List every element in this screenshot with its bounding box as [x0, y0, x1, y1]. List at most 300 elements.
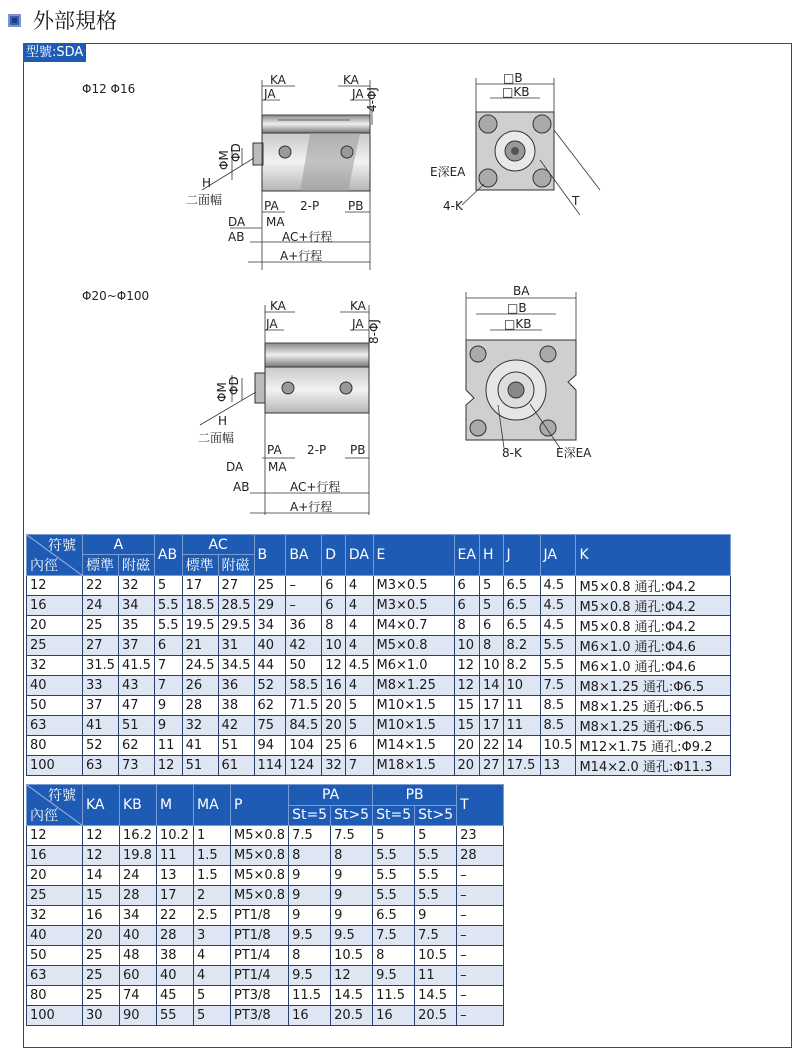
table-cell: 58.5	[286, 676, 322, 696]
label-a-2: A+行程	[290, 500, 333, 514]
table-cell: 25	[83, 986, 120, 1006]
table-cell: 80	[27, 986, 83, 1006]
table-cell: 10	[503, 676, 540, 696]
label-d-1: ΦD	[229, 143, 243, 162]
table-cell: M10×1.5	[373, 696, 454, 716]
table-cell: 27	[479, 756, 503, 776]
table-cell: M3×0.5	[373, 596, 454, 616]
label-b-2: □B	[507, 301, 527, 315]
table-cell: 28.5	[218, 596, 254, 616]
table-cell: 34	[120, 906, 157, 926]
table-cell: 40	[157, 966, 194, 986]
table-cell: 17.5	[503, 756, 540, 776]
table-cell: 37	[118, 636, 154, 656]
th-ma: MA	[194, 785, 231, 826]
table-cell: 21	[182, 636, 218, 656]
table-cell: 9	[289, 906, 331, 926]
drawing-small-side-view	[82, 73, 379, 270]
table-cell: 52	[83, 736, 119, 756]
table-cell: 5	[415, 826, 457, 846]
table-cell: M6×1.0	[373, 656, 454, 676]
group2-label: Φ20~Φ100	[82, 289, 150, 303]
table-cell: 12	[154, 756, 182, 776]
table-cell: 12	[454, 656, 479, 676]
table-cell: 28	[120, 886, 157, 906]
table-row	[27, 946, 504, 966]
label-kb-2: □KB	[504, 317, 532, 331]
table-cell: 30	[83, 1006, 120, 1026]
table-cell: 51	[182, 756, 218, 776]
table-cell: 90	[120, 1006, 157, 1026]
table-cell: 50	[286, 656, 322, 676]
table-cell: 9	[289, 886, 331, 906]
table-cell: 62	[118, 736, 154, 756]
table-cell: 5.5	[154, 616, 182, 636]
table-cell: M3×0.5	[373, 576, 454, 596]
table-row	[27, 986, 504, 1006]
th-ja: JA	[540, 535, 576, 576]
table-cell: 4	[345, 596, 373, 616]
table-cell: 51	[218, 736, 254, 756]
table-cell: 7.5	[373, 926, 415, 946]
table-cell: 5	[194, 986, 231, 1006]
table-cell: 73	[118, 756, 154, 776]
table-cell: 31	[218, 636, 254, 656]
table-cell: 34	[118, 596, 154, 616]
label-d-2: ΦD	[227, 376, 241, 395]
th-kb: KB	[120, 785, 157, 826]
table-cell: 25	[83, 946, 120, 966]
table-row	[27, 656, 731, 676]
th-ba: BA	[286, 535, 322, 576]
table-cell: 26	[182, 676, 218, 696]
label-da-2: DA	[226, 460, 244, 474]
th-h: H	[479, 535, 503, 576]
table-cell: –	[457, 906, 504, 926]
table-cell: 74	[120, 986, 157, 1006]
th-a-magnet: 附磁	[118, 555, 154, 576]
table-cell: M5×0.8	[231, 866, 289, 886]
spec-table-2	[26, 784, 504, 1026]
table-cell: 40	[27, 676, 83, 696]
table-cell: 9.5	[289, 926, 331, 946]
table-cell: 7	[154, 676, 182, 696]
table2-corner-bottom: 內徑	[30, 808, 58, 824]
table-cell: 47	[118, 696, 154, 716]
table-cell: 16	[289, 1006, 331, 1026]
table-cell: 25	[83, 616, 119, 636]
table-cell: 17	[182, 576, 218, 596]
table-cell: 20	[322, 696, 346, 716]
table-cell: 5.5	[540, 636, 576, 656]
table-cell: 2	[194, 886, 231, 906]
table-cell: 8	[479, 636, 503, 656]
table-cell: 4	[194, 946, 231, 966]
table-cell: 8.5	[540, 696, 576, 716]
table-row	[27, 576, 731, 596]
table-cell: 32	[27, 656, 83, 676]
table-cell: 20	[454, 736, 479, 756]
table-cell: 14.5	[415, 986, 457, 1006]
table-cell: 11	[503, 696, 540, 716]
table-cell: 6	[454, 596, 479, 616]
table-cell: 9.5	[331, 926, 373, 946]
th-ab: AB	[154, 535, 182, 576]
th-ac: AC	[182, 535, 254, 555]
table-cell: 5	[479, 596, 503, 616]
table-cell: M14×2.0 通孔:Φ11.3	[576, 756, 731, 776]
table-cell: 8.2	[503, 636, 540, 656]
table-cell: 16.2	[120, 826, 157, 846]
table-cell: 4	[194, 966, 231, 986]
table-cell: 20	[27, 866, 83, 886]
table-cell: 14	[479, 676, 503, 696]
table-cell: M6×1.0 通孔:Φ4.6	[576, 656, 731, 676]
label-2p-2: 2-P	[307, 443, 327, 457]
spec-table-1	[26, 534, 731, 776]
table-cell: 9.5	[373, 966, 415, 986]
table-cell: M5×0.8	[373, 636, 454, 656]
table-cell: 9.5	[289, 966, 331, 986]
table-cell: 4.5	[540, 616, 576, 636]
table-cell: 19.8	[120, 846, 157, 866]
table-cell: 124	[286, 756, 322, 776]
table-row	[27, 636, 731, 656]
label-ab-1: AB	[228, 230, 245, 244]
label-k4: 4-K	[443, 199, 463, 213]
table-row	[27, 886, 504, 906]
table-cell: 17	[479, 716, 503, 736]
table-cell: 5.5	[540, 656, 576, 676]
table-cell: 7	[345, 756, 373, 776]
table-cell: 15	[454, 696, 479, 716]
table-cell: 44	[254, 656, 286, 676]
th-pb: PB	[373, 785, 457, 806]
drawing-large-side-view	[82, 289, 381, 515]
label-twoface-1: 二面幅	[186, 193, 223, 207]
table1-corner	[27, 535, 83, 576]
label-h-1: H	[202, 176, 212, 190]
label-m-2: ΦM	[215, 382, 229, 402]
table-cell: 20	[454, 756, 479, 776]
table-cell: 12	[331, 966, 373, 986]
table-cell: M8×1.25 通孔:Φ6.5	[576, 696, 731, 716]
table-cell: 8	[322, 616, 346, 636]
table-cell: 12	[83, 846, 120, 866]
table-cell: 20.5	[331, 1006, 373, 1026]
table-row	[27, 736, 731, 756]
group1-label: Φ12 Φ16	[82, 82, 136, 96]
table-cell: 17	[157, 886, 194, 906]
table-cell: M4×0.7	[373, 616, 454, 636]
table-cell: 25	[254, 576, 286, 596]
table-cell: 6.5	[503, 616, 540, 636]
table-cell: PT1/8	[231, 926, 289, 946]
label-kb-1: □KB	[502, 85, 530, 99]
label-h-2: H	[218, 414, 228, 428]
table-cell: 4.5	[345, 656, 373, 676]
table-cell: 31.5	[83, 656, 119, 676]
table-cell: 18.5	[182, 596, 218, 616]
table-cell: –	[286, 576, 322, 596]
table-cell: M5×0.8	[231, 846, 289, 866]
table-cell: PT1/8	[231, 906, 289, 926]
table-cell: 8	[331, 846, 373, 866]
table-cell: 11.5	[373, 986, 415, 1006]
table-cell: 10	[322, 636, 346, 656]
table-cell: 12	[83, 826, 120, 846]
table-cell: 24	[83, 596, 119, 616]
th-j: J	[503, 535, 540, 576]
drawing-small-end-view	[430, 71, 600, 215]
table-cell: 13	[540, 756, 576, 776]
th-t: T	[457, 785, 504, 826]
table-cell: –	[286, 596, 322, 616]
table-cell: –	[457, 926, 504, 946]
table-cell: 28	[182, 696, 218, 716]
table-cell: 5.5	[373, 846, 415, 866]
table-cell: 4	[345, 576, 373, 596]
table-cell: 80	[27, 736, 83, 756]
table-cell: 41	[83, 716, 119, 736]
table-cell: 36	[218, 676, 254, 696]
table-cell: 25	[27, 886, 83, 906]
table-row	[27, 846, 504, 866]
table-cell: 84.5	[286, 716, 322, 736]
table-cell: 9	[331, 906, 373, 926]
table-cell: 20	[83, 926, 120, 946]
table-cell: 4.5	[540, 596, 576, 616]
table-cell: 4	[345, 676, 373, 696]
table-cell: PT3/8	[231, 986, 289, 1006]
table-cell: 5	[194, 1006, 231, 1026]
table-cell: 41	[182, 736, 218, 756]
table-cell: PT3/8	[231, 1006, 289, 1026]
table-cell: 8.2	[503, 656, 540, 676]
table-cell: –	[457, 946, 504, 966]
table-cell: 8	[373, 946, 415, 966]
table-cell: 36	[286, 616, 322, 636]
table-row	[27, 826, 504, 846]
table-cell: 5.5	[415, 846, 457, 866]
table-cell: 10	[479, 656, 503, 676]
label-ja-2: JA	[352, 87, 364, 101]
table1-body	[27, 576, 731, 776]
table-cell: 1	[194, 826, 231, 846]
table-cell: 60	[120, 966, 157, 986]
label-pa-1: PA	[264, 199, 279, 213]
table-cell: 5	[345, 716, 373, 736]
th-pa-st5: St=5	[289, 805, 331, 826]
table1-corner-bottom: 內徑	[30, 558, 58, 574]
th-pb-stgt5: St>5	[415, 805, 457, 826]
table-cell: 4	[345, 636, 373, 656]
table-cell: 27	[218, 576, 254, 596]
table-cell: 6	[322, 596, 346, 616]
th-e: E	[373, 535, 454, 576]
table-cell: 10.5	[540, 736, 576, 756]
table-cell: 22	[83, 576, 119, 596]
label-e-1: E深EA	[430, 165, 466, 179]
label-b-1: □B	[503, 71, 523, 85]
table-cell: 4.5	[540, 576, 576, 596]
table-cell: 38	[218, 696, 254, 716]
table-cell: 43	[118, 676, 154, 696]
label-k8: 8-K	[502, 446, 522, 460]
table-cell: 6.5	[503, 596, 540, 616]
table-cell: 33	[83, 676, 119, 696]
table-cell: 9	[154, 696, 182, 716]
model-label: 型號:SDA	[23, 43, 86, 62]
table-cell: 32	[27, 906, 83, 926]
table-cell: M5×0.8	[231, 826, 289, 846]
table-cell: 29	[254, 596, 286, 616]
table-cell: 28	[157, 926, 194, 946]
table-cell: 24.5	[182, 656, 218, 676]
label-ja-4: JA	[352, 317, 364, 331]
table-row	[27, 716, 731, 736]
table-row	[27, 906, 504, 926]
table-row	[27, 966, 504, 986]
label-ka-1: KA	[270, 73, 286, 87]
table-row	[27, 756, 731, 776]
table-cell: 11	[154, 736, 182, 756]
label-ja-3: JA	[266, 317, 278, 331]
table-cell: 34	[254, 616, 286, 636]
th-b: B	[254, 535, 286, 576]
table-cell: 9	[331, 886, 373, 906]
th-p: P	[231, 785, 289, 826]
table-cell: M12×1.75 通孔:Φ9.2	[576, 736, 731, 756]
table-cell: 9	[331, 866, 373, 886]
th-da: DA	[345, 535, 373, 576]
label-2p-1: 2-P	[300, 199, 320, 213]
table-cell: 25	[27, 636, 83, 656]
table-cell: 11	[503, 716, 540, 736]
table-cell: 16	[83, 906, 120, 926]
table-cell: M8×1.25	[373, 676, 454, 696]
label-a-1: A+行程	[280, 249, 323, 263]
table-cell: 34.5	[218, 656, 254, 676]
table-cell: M5×0.8 通孔:Φ4.2	[576, 576, 731, 596]
table-cell: 13	[157, 866, 194, 886]
table-cell: 8	[289, 946, 331, 966]
label-ka-4: KA	[350, 299, 366, 313]
table-cell: 63	[27, 966, 83, 986]
table-cell: 32	[182, 716, 218, 736]
th-a: A	[83, 535, 155, 555]
table-cell: 15	[454, 716, 479, 736]
table-cell: 20	[27, 616, 83, 636]
page-title-text: 外部規格	[33, 9, 117, 33]
table2-corner-top: 符號	[48, 788, 76, 804]
table-cell: 12	[27, 576, 83, 596]
table-cell: 94	[254, 736, 286, 756]
label-ka-3: KA	[270, 299, 286, 313]
table-cell: 6	[322, 576, 346, 596]
table-cell: 12	[454, 676, 479, 696]
th-ka: KA	[83, 785, 120, 826]
table-cell: 11	[157, 846, 194, 866]
th-d: D	[322, 535, 346, 576]
table-cell: 16	[27, 846, 83, 866]
table-cell: 9	[154, 716, 182, 736]
table-cell: 22	[479, 736, 503, 756]
table-row	[27, 926, 504, 946]
table1-corner-top: 符號	[48, 538, 76, 554]
table-cell: 5	[345, 696, 373, 716]
table-cell: 5.5	[373, 886, 415, 906]
label-ma-2: MA	[268, 460, 287, 474]
table-cell: 50	[27, 696, 83, 716]
technical-drawings	[0, 0, 800, 525]
table2-body	[27, 826, 504, 1026]
table-cell: 5.5	[415, 866, 457, 886]
table-cell: 9	[415, 906, 457, 926]
table-cell: –	[457, 866, 504, 886]
table-cell: 5	[154, 576, 182, 596]
table-cell: 100	[27, 756, 83, 776]
table-cell: 17	[479, 696, 503, 716]
table-cell: 48	[120, 946, 157, 966]
table-cell: M5×0.8 通孔:Φ4.2	[576, 616, 731, 636]
table-cell: 6	[479, 616, 503, 636]
table-cell: 16	[322, 676, 346, 696]
table-cell: 5.5	[415, 886, 457, 906]
table-cell: 20	[322, 716, 346, 736]
table-cell: 7.5	[415, 926, 457, 946]
th-ac-magnet: 附磁	[218, 555, 254, 576]
table-cell: 14.5	[331, 986, 373, 1006]
table-cell: 19.5	[182, 616, 218, 636]
th-pb-st5: St=5	[373, 805, 415, 826]
th-m: M	[157, 785, 194, 826]
table-cell: 12	[27, 826, 83, 846]
table-cell: 8	[289, 846, 331, 866]
table-cell: 45	[157, 986, 194, 1006]
table-cell: 32	[322, 756, 346, 776]
table-cell: 1.5	[194, 846, 231, 866]
table-cell: 8.5	[540, 716, 576, 736]
table-cell: 20.5	[415, 1006, 457, 1026]
th-k: K	[576, 535, 731, 576]
table-cell: PT1/4	[231, 966, 289, 986]
table-cell: 16	[373, 1006, 415, 1026]
table-cell: 75	[254, 716, 286, 736]
label-ac-1: AC+行程	[282, 230, 333, 244]
table-cell: M14×1.5	[373, 736, 454, 756]
table-cell: 7.5	[540, 676, 576, 696]
label-ma-1: MA	[266, 215, 285, 229]
table-cell: 63	[83, 756, 119, 776]
table2-corner	[27, 785, 83, 826]
table-cell: 14	[83, 866, 120, 886]
table-cell: 29.5	[218, 616, 254, 636]
table-cell: 12	[322, 656, 346, 676]
table-cell: 6	[154, 636, 182, 656]
table-cell: 24	[120, 866, 157, 886]
table-cell: 27	[83, 636, 119, 656]
table-cell: 23	[457, 826, 504, 846]
th-pa: PA	[289, 785, 373, 806]
table-row	[27, 616, 731, 636]
table-cell: 40	[27, 926, 83, 946]
table-cell: 62	[254, 696, 286, 716]
table-cell: 8	[454, 616, 479, 636]
label-j8: 8-ΦJ	[367, 319, 381, 344]
table-cell: 7	[154, 656, 182, 676]
table-cell: M5×0.8 通孔:Φ4.2	[576, 596, 731, 616]
